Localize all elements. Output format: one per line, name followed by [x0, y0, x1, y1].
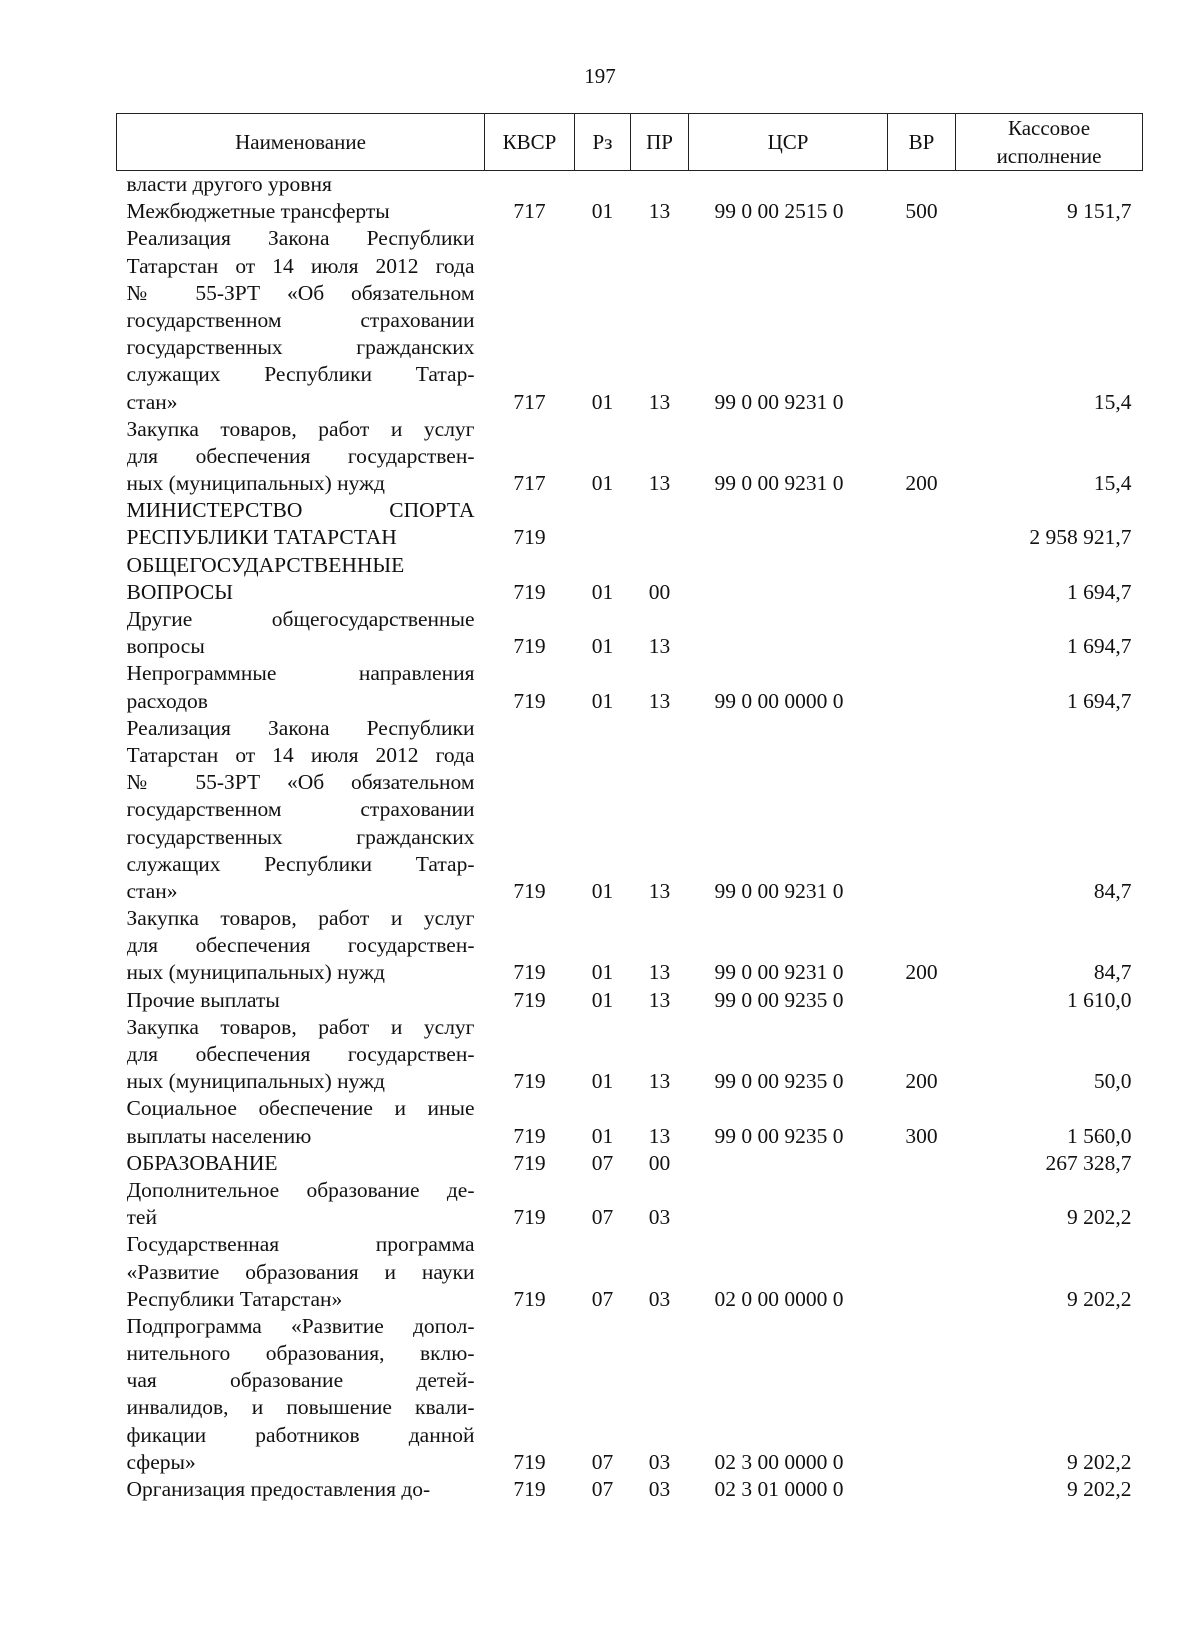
budget-table-sheet — [116, 113, 1142, 1503]
row-kvsr: 719 — [513, 1286, 546, 1311]
row-pr: 03 — [648, 1286, 671, 1311]
table-row — [117, 905, 1143, 987]
row-name — [117, 606, 485, 660]
row-pr: 13 — [648, 1123, 671, 1148]
row-cash-execution: 2 958 921,7 — [1029, 525, 1132, 550]
row-name-line: для обеспечения государствен- — [126, 933, 475, 958]
row-name-line: для обеспечения государствен- — [126, 1042, 475, 1067]
table-row — [117, 171, 1143, 199]
budget-table — [116, 113, 1143, 1503]
row-name-line: чая образование детей- — [126, 1368, 475, 1393]
row-name-line: сферы» — [126, 1449, 196, 1474]
row-kvsr: 717 — [513, 389, 546, 414]
row-name — [117, 225, 485, 415]
page-number: 197 — [584, 64, 616, 88]
row-name-line: государственном страховании — [126, 797, 475, 822]
header-kvsr: КВСР — [485, 114, 575, 171]
row-rz: 01 — [591, 199, 614, 224]
table-row — [117, 1014, 1143, 1096]
row-cash-execution: 9 202,2 — [1067, 1205, 1132, 1230]
row-name — [117, 1231, 485, 1313]
row-name-line: Закупка товаров, работ и услуг — [126, 1014, 475, 1039]
table-row — [117, 1095, 1143, 1149]
row-name-line: Закупка товаров, работ и услуг — [126, 416, 475, 441]
row-name-line: служащих Республики Татар- — [126, 362, 475, 387]
row-kvsr: 719 — [513, 1069, 546, 1094]
row-kvsr: 717 — [513, 199, 546, 224]
row-name-line: МИНИСТЕРСТВО СПОРТА — [126, 498, 475, 523]
row-cash-execution: 50,0 — [1093, 1069, 1132, 1094]
row-name — [117, 715, 485, 905]
row-name — [117, 1095, 485, 1149]
row-name-line: власти другого уровня — [126, 172, 332, 196]
row-cash-execution: 9 202,2 — [1067, 1286, 1132, 1311]
row-name — [117, 987, 485, 1014]
row-rz: 01 — [591, 471, 614, 496]
header-cash-line-1: Кассовое — [1007, 116, 1091, 140]
row-rz: 01 — [591, 960, 614, 985]
row-name-line: государственном страховании — [126, 307, 475, 332]
table-row — [117, 987, 1143, 1014]
row-pr: 13 — [648, 1069, 671, 1094]
row-name-line: Реализация Закона Республики — [126, 226, 475, 251]
row-vr — [888, 715, 956, 905]
row-name-line: ных (муниципальных) нужд — [126, 1069, 385, 1094]
header-cash-line-2: исполнение — [996, 144, 1102, 168]
header-cash-execution — [956, 114, 1143, 171]
row-rz: 01 — [591, 878, 614, 903]
row-pr: 13 — [648, 199, 671, 224]
row-pr: 13 — [648, 688, 671, 713]
row-csr — [689, 606, 888, 660]
row-csr — [689, 497, 888, 551]
row-kvsr: 719 — [513, 1477, 546, 1502]
row-pr: 00 — [648, 579, 671, 604]
row-name-line: тей — [126, 1205, 157, 1230]
table-row — [117, 497, 1143, 551]
row-name — [117, 1476, 485, 1503]
row-csr: 99 0 00 2515 0 — [714, 199, 844, 224]
row-cash-execution: 1 560,0 — [1067, 1123, 1132, 1148]
row-cash-execution: 1 694,7 — [1067, 634, 1132, 659]
row-name — [117, 497, 485, 551]
table-row — [117, 1313, 1143, 1476]
row-name-line: «Развитие образования и науки — [126, 1259, 475, 1284]
row-cash-execution: 1 694,7 — [1067, 688, 1132, 713]
row-name-line: ных (муниципальных) нужд — [126, 960, 385, 985]
row-csr: 02 3 01 0000 0 — [714, 1477, 844, 1502]
row-csr: 99 0 00 9231 0 — [714, 471, 844, 496]
table-row — [117, 416, 1143, 498]
row-pr: 03 — [648, 1477, 671, 1502]
row-vr — [888, 1476, 956, 1503]
row-cash-execution: 267 328,7 — [1045, 1150, 1132, 1175]
row-name-line: Социальное обеспечение и иные — [126, 1096, 475, 1121]
row-pr: 13 — [648, 987, 671, 1012]
row-kvsr — [485, 171, 575, 199]
row-vr: 200 — [905, 471, 938, 496]
row-name — [117, 416, 485, 498]
row-name — [117, 1150, 485, 1177]
row-pr: 03 — [648, 1449, 671, 1474]
row-rz — [575, 497, 631, 551]
row-vr — [888, 497, 956, 551]
header-csr: ЦСР — [689, 114, 888, 171]
row-name-line: стан» — [126, 389, 178, 414]
row-kvsr: 719 — [513, 1150, 546, 1175]
table-row — [117, 198, 1143, 225]
row-kvsr: 719 — [513, 688, 546, 713]
row-kvsr: 719 — [513, 878, 546, 903]
row-name-line: расходов — [126, 688, 208, 713]
row-cash-execution: 15,4 — [1093, 471, 1132, 496]
row-vr — [888, 1231, 956, 1313]
row-name — [117, 198, 485, 225]
row-csr: 99 0 00 9231 0 — [714, 878, 844, 903]
row-name-line: ОБРАЗОВАНИЕ — [126, 1150, 278, 1175]
row-vr — [888, 1313, 956, 1476]
row-pr: 03 — [648, 1205, 671, 1230]
row-rz: 07 — [591, 1205, 614, 1230]
row-name-line: Прочие выплаты — [126, 987, 280, 1012]
table-row — [117, 606, 1143, 660]
row-pr — [631, 497, 689, 551]
row-cash-execution: 9 151,7 — [1067, 199, 1132, 224]
row-rz: 01 — [591, 1123, 614, 1148]
row-vr: 200 — [905, 1069, 938, 1094]
row-kvsr: 719 — [513, 1449, 546, 1474]
row-kvsr: 719 — [513, 987, 546, 1012]
row-rz: 07 — [591, 1150, 614, 1175]
row-csr — [689, 552, 888, 606]
row-vr — [888, 1177, 956, 1231]
row-name-line: Подпрограмма «Развитие допол- — [126, 1313, 475, 1338]
row-name-line: выплаты населению — [126, 1123, 312, 1148]
row-cash-execution: 1 694,7 — [1067, 579, 1132, 604]
row-vr — [888, 987, 956, 1014]
row-name-line: фикации работников данной — [126, 1422, 475, 1447]
row-csr: 99 0 00 9231 0 — [714, 960, 844, 985]
row-name — [117, 1014, 485, 1096]
row-kvsr: 719 — [513, 525, 546, 550]
row-cash-execution: 84,7 — [1093, 960, 1132, 985]
table-row — [117, 1150, 1143, 1177]
row-rz — [575, 171, 631, 199]
row-kvsr: 717 — [513, 471, 546, 496]
row-csr: 99 0 00 9231 0 — [714, 389, 844, 414]
row-vr: 500 — [905, 199, 938, 224]
row-pr: 13 — [648, 960, 671, 985]
row-name — [117, 660, 485, 714]
row-name-line: ОБЩЕГОСУДАРСТВЕННЫЕ — [126, 552, 405, 577]
row-rz: 07 — [591, 1449, 614, 1474]
header-vr: ВР — [888, 114, 956, 171]
row-kvsr: 719 — [513, 1123, 546, 1148]
row-pr: 13 — [648, 389, 671, 414]
row-name-line: Другие общегосударственные — [126, 607, 475, 632]
row-vr: 200 — [905, 960, 938, 985]
row-kvsr: 719 — [513, 634, 546, 659]
row-name-line: Организация предоставления до- — [126, 1477, 431, 1502]
row-cash-execution: 84,7 — [1093, 878, 1132, 903]
row-name-line: № 55-ЗРТ «Об обязательном — [126, 280, 475, 305]
row-vr — [888, 225, 956, 415]
row-csr — [689, 171, 888, 199]
row-csr: 02 0 00 0000 0 — [714, 1286, 844, 1311]
table-row — [117, 660, 1143, 714]
table-row — [117, 715, 1143, 905]
row-csr: 99 0 00 9235 0 — [714, 1069, 844, 1094]
row-cash-execution: 15,4 — [1093, 389, 1132, 414]
row-csr: 99 0 00 0000 0 — [714, 688, 844, 713]
table-row — [117, 225, 1143, 415]
table-row — [117, 552, 1143, 606]
row-name-line: РЕСПУБЛИКИ ТАТАРСТАН — [126, 525, 397, 550]
row-vr — [888, 552, 956, 606]
row-pr — [631, 171, 689, 199]
row-name-line: Закупка товаров, работ и услуг — [126, 906, 475, 931]
table-row — [117, 1177, 1143, 1231]
row-name-line: нительного образования, вклю- — [126, 1341, 475, 1366]
row-name-line: Непрограммные направления — [126, 661, 475, 686]
row-rz: 01 — [591, 389, 614, 414]
row-csr: 02 3 00 0000 0 — [714, 1449, 844, 1474]
row-rz: 07 — [591, 1477, 614, 1502]
row-rz: 01 — [591, 1069, 614, 1094]
row-name — [117, 171, 485, 199]
table-row — [117, 1231, 1143, 1313]
row-csr: 99 0 00 9235 0 — [714, 987, 844, 1012]
row-name — [117, 905, 485, 987]
header-pr: ПР — [631, 114, 689, 171]
row-name-line: ВОПРОСЫ — [126, 579, 233, 604]
row-name-line: Республики Татарстан» — [126, 1286, 343, 1311]
row-pr: 00 — [648, 1150, 671, 1175]
row-rz: 01 — [591, 634, 614, 659]
header-rz: Рз — [575, 114, 631, 171]
row-name-line: вопросы — [126, 634, 205, 659]
row-name-line: № 55-ЗРТ «Об обязательном — [126, 770, 475, 795]
row-rz: 01 — [591, 579, 614, 604]
row-name-line: государственных гражданских — [126, 824, 475, 849]
row-cash-execution — [956, 171, 1143, 199]
row-name-line: государственных гражданских — [126, 335, 475, 360]
row-kvsr: 719 — [513, 579, 546, 604]
row-name-line: инвалидов, и повышение квали- — [126, 1395, 475, 1420]
row-cash-execution: 9 202,2 — [1067, 1477, 1132, 1502]
row-name-line: стан» — [126, 878, 178, 903]
row-name — [117, 1313, 485, 1476]
row-pr: 13 — [648, 878, 671, 903]
row-vr — [888, 1150, 956, 1177]
row-rz: 01 — [591, 688, 614, 713]
row-name — [117, 1177, 485, 1231]
table-body — [117, 171, 1143, 1504]
row-name-line: Татарстан от 14 июля 2012 года — [126, 253, 475, 278]
row-name-line: служащих Республики Татар- — [126, 851, 475, 876]
row-vr — [888, 660, 956, 714]
row-vr — [888, 606, 956, 660]
row-name — [117, 552, 485, 606]
row-name-line: ных (муниципальных) нужд — [126, 471, 385, 496]
row-kvsr: 719 — [513, 960, 546, 985]
row-name-line: Государственная программа — [126, 1232, 475, 1257]
table-header — [117, 114, 1143, 171]
table-row — [117, 1476, 1143, 1503]
row-name-line: Дополнительное образование де- — [126, 1177, 475, 1202]
header-name: Наименование — [117, 114, 485, 171]
row-rz: 07 — [591, 1286, 614, 1311]
row-cash-execution: 1 610,0 — [1067, 987, 1132, 1012]
row-vr: 300 — [905, 1123, 938, 1148]
row-name-line: для обеспечения государствен- — [126, 443, 475, 468]
row-csr — [689, 1177, 888, 1231]
row-name-line: Межбюджетные трансферты — [126, 199, 390, 224]
row-name-line: Реализация Закона Республики — [126, 715, 475, 740]
row-csr: 99 0 00 9235 0 — [714, 1123, 844, 1148]
row-kvsr: 719 — [513, 1205, 546, 1230]
row-pr: 13 — [648, 634, 671, 659]
row-csr — [689, 1150, 888, 1177]
row-cash-execution: 9 202,2 — [1067, 1449, 1132, 1474]
row-rz: 01 — [591, 987, 614, 1012]
row-name-line: Татарстан от 14 июля 2012 года — [126, 742, 475, 767]
row-pr: 13 — [648, 471, 671, 496]
row-vr — [888, 171, 956, 199]
